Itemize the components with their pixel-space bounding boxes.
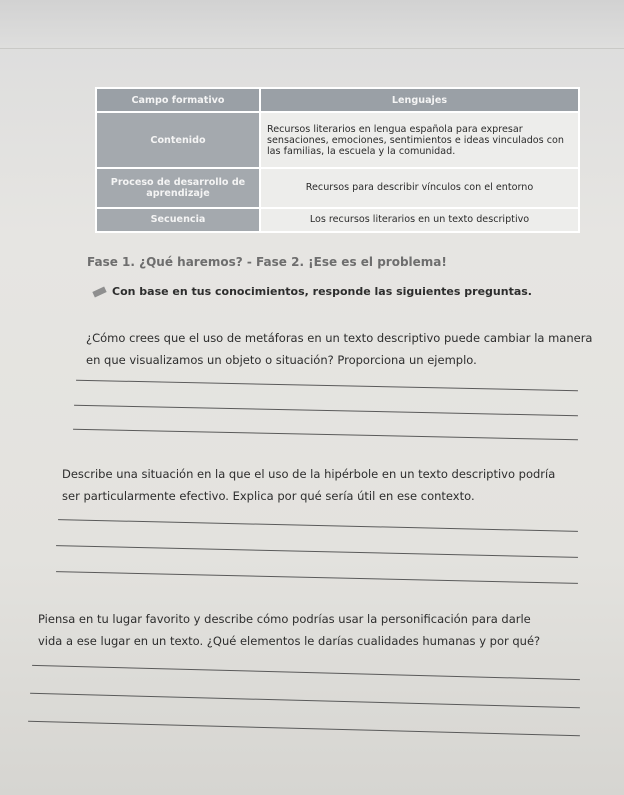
question-3-line-2: vida a ese lugar en un texto. ¿Qué elementos le darías cualidades humanas y por qué? bbox=[38, 634, 541, 648]
curriculum-table bbox=[95, 87, 580, 233]
table-header-lenguajes: Lenguajes bbox=[260, 88, 579, 112]
question-2-line-2: ser particularmente efectivo. Explica por qué sería útil en ese contexto. bbox=[62, 489, 475, 503]
answer-line[interactable] bbox=[32, 665, 580, 680]
table-label-contenido: Contenido bbox=[96, 112, 260, 168]
table-label-proceso: Proceso de desarrollo de aprendizaje bbox=[96, 168, 260, 208]
answer-line[interactable] bbox=[76, 380, 578, 392]
answer-line[interactable] bbox=[73, 429, 578, 441]
instruction-row bbox=[93, 285, 532, 298]
table-header-campo: Campo formativo bbox=[96, 88, 260, 112]
question-1-line-2: en que visualizamos un objeto o situación? Proporciona un ejemplo. bbox=[86, 353, 477, 367]
answer-line[interactable] bbox=[30, 693, 580, 708]
table-value-proceso: Recursos para describir vínculos con el entorno bbox=[260, 168, 579, 208]
paper-top-edge bbox=[0, 0, 624, 49]
question-2 bbox=[62, 463, 555, 507]
instruction-text: Con base en tus conocimientos, responde las siguientes preguntas. bbox=[112, 285, 532, 298]
answer-line[interactable] bbox=[28, 721, 580, 736]
table-label-secuencia: Secuencia bbox=[96, 208, 260, 232]
answer-line[interactable] bbox=[56, 545, 578, 558]
table-value-contenido: Recursos literarios en lengua española para expresar sensaciones, emociones, sentimientos e ideas vinculados con las familias, la escuela y la comunidad. bbox=[260, 112, 579, 168]
answer-line[interactable] bbox=[56, 571, 578, 584]
pencil-icon bbox=[92, 287, 106, 298]
question-3-line-1: Piensa en tu lugar favorito y describe cómo podrías usar la personificación para darle bbox=[38, 612, 531, 626]
table-value-secuencia: Los recursos literarios en un texto descriptivo bbox=[260, 208, 579, 232]
phase-title: Fase 1. ¿Qué haremos? - Fase 2. ¡Ese es el problema! bbox=[87, 255, 447, 269]
answer-line[interactable] bbox=[74, 405, 578, 417]
question-3 bbox=[38, 608, 540, 652]
answer-line[interactable] bbox=[58, 519, 578, 532]
question-1 bbox=[86, 327, 592, 371]
question-2-line-1: Describe una situación en la que el uso de la hipérbole en un texto descriptivo podría bbox=[62, 467, 556, 481]
question-1-line-1: ¿Cómo crees que el uso de metáforas en un texto descriptivo puede cambiar la manera bbox=[86, 331, 593, 345]
